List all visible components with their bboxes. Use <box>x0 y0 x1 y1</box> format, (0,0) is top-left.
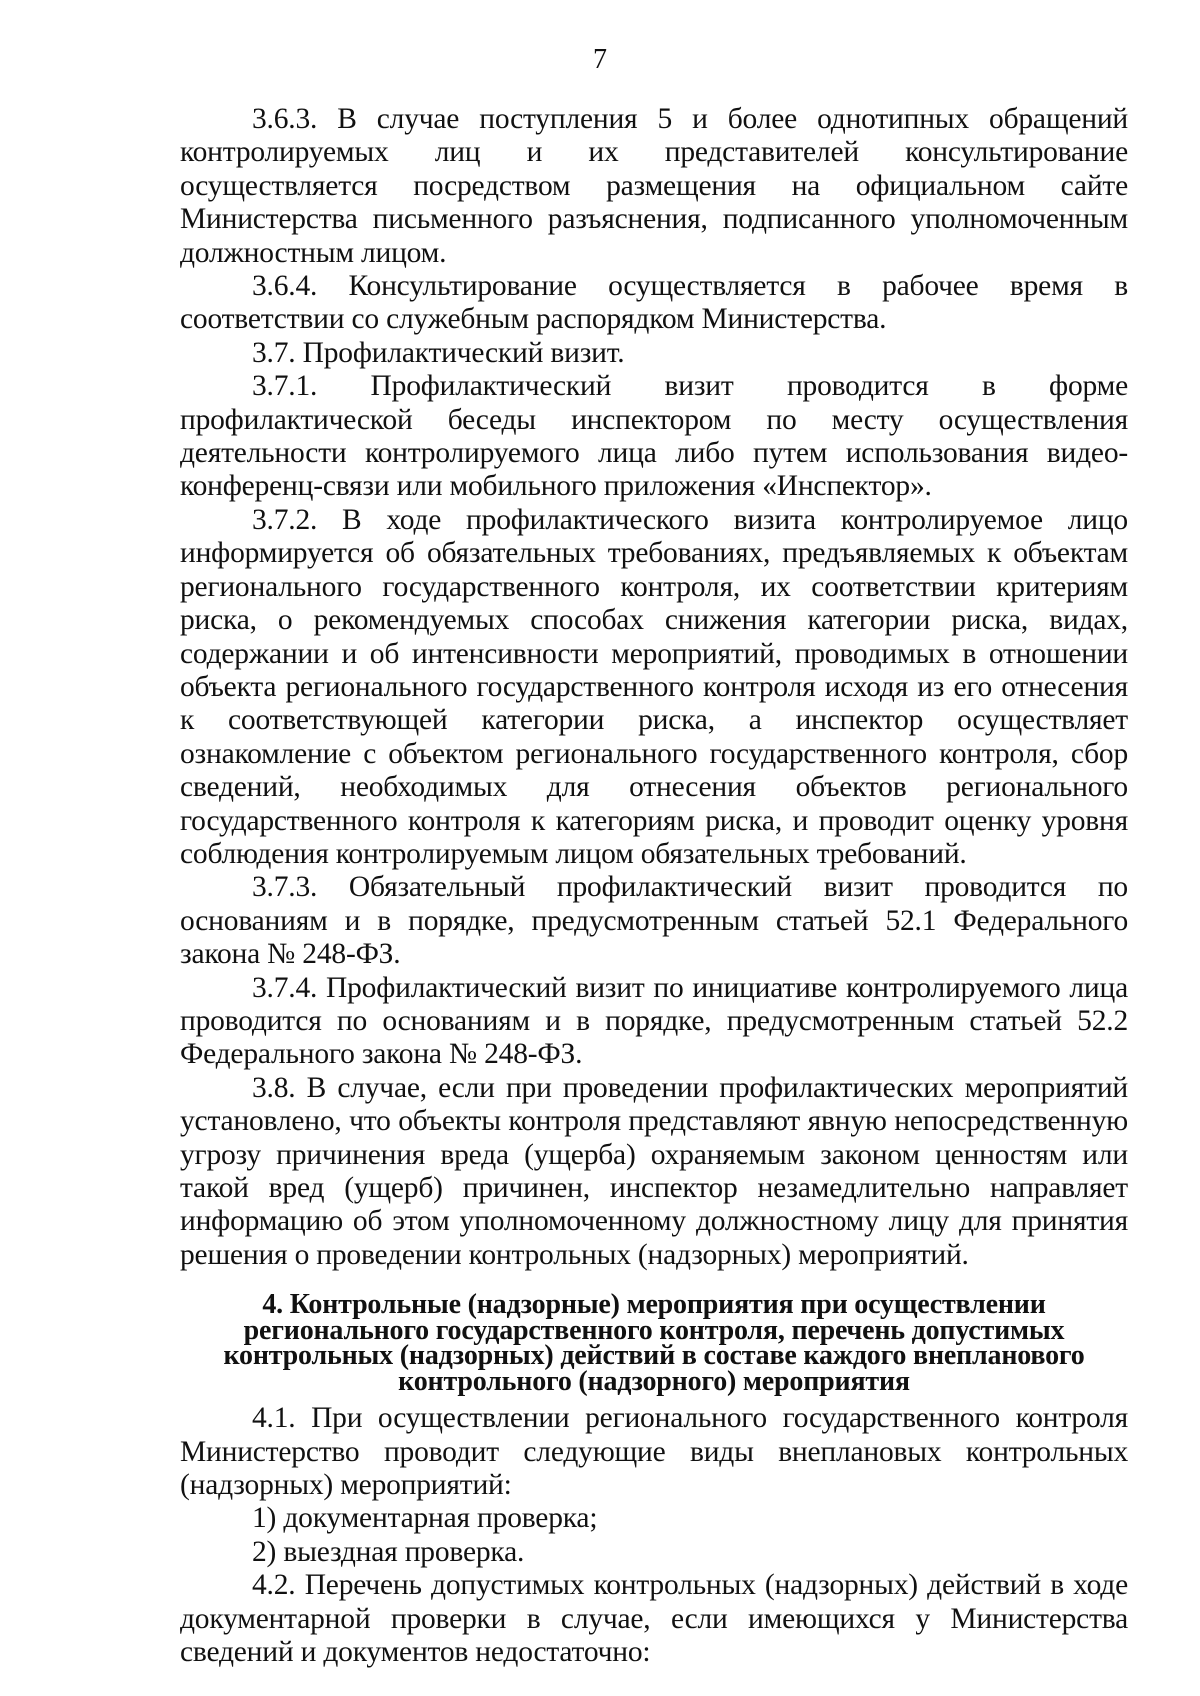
paragraph-3-7: 3.7. Профилактический визит. <box>252 336 625 369</box>
paragraph-3-7-3: 3.7.3. Обязательный профилактический визит проводится по основаниям и в порядке, предусмотренным статьей 52.1 Федерального закона № 248-ФЗ. <box>180 871 1128 971</box>
section-4-heading-line: 4. Контрольные (надзорные) мероприятия при осуществлении <box>262 1289 1046 1321</box>
list-item-documentary-check: 1) документарная проверка; <box>252 1502 598 1535</box>
paragraph-3-7-4: 3.7.4. Профилактический визит по инициативе контролируемого лица проводится по основаниям и в порядке, предусмотренным статьей 52.2 Федерального закона № 248-ФЗ. <box>180 971 1128 1071</box>
document-body <box>180 103 1128 1669</box>
section-4-heading-line: регионального государственного контроля, перечень допустимых <box>243 1314 1065 1346</box>
paragraph-3-7-2: 3.7.2. В ходе профилактического визита контролируемое лицо информируется об обязательных требованиях, предъявляемых к объектам регионального государственного контроля, их соответствии критериям риска, о рекомендуемых способах снижения категории риска, видах, содержании и об интенсивности мероприятий, проводимых в отношении объекта регионального государственного контроля исходя из его отнесения к соответствующей категории риска, а инспектор осуществляет ознакомление с объектом регионального государственного контроля, сбор сведений, необходимых для отнесения объектов регионального государственного контроля к категориям риска, и проводит оценку уровня соблюдения контролируемым лицом обязательных требований. <box>180 503 1128 870</box>
paragraph-4-1: 4.1. При осуществлении регионального государственного контроля Министерство проводит следующие виды внеплановых контрольных (надзорных) мероприятий: <box>180 1402 1128 1502</box>
paragraph-3-8: 3.8. В случае, если при проведении профилактических мероприятий установлено, что объекты контроля представляют явную непосредственную угрозу причинения вреда (ущерба) охраняемым законом ценностям или такой вред (ущерб) причинен, инспектор незамедлительно направляет информацию об этом уполномоченному должностному лицу для принятия решения о проведении контрольных (надзорных) мероприятий. <box>180 1071 1128 1271</box>
paragraph-3-6-4: 3.6.4. Консультирование осуществляется в рабочее время в соответствии со служебным распорядком Министерства. <box>180 270 1128 336</box>
section-4-heading-line: контрольного (надзорного) мероприятия <box>398 1365 910 1397</box>
paragraph-3-6-3: 3.6.3. В случае поступления 5 и более однотипных обращений контролируемых лиц и их представителей консультирование осуществляется посредством размещения на официальном сайте Министерства письменного разъяснения, подписанного уполномоченным должностным лицом. <box>180 103 1128 269</box>
page-number: 7 <box>593 44 607 75</box>
list-item-field-check: 2) выездная проверка. <box>252 1535 525 1568</box>
section-4-heading-line: контрольных (надзорных) действий в составе каждого внепланового <box>223 1340 1085 1372</box>
paragraph-3-7-1: 3.7.1. Профилактический визит проводится в форме профилактической беседы инспектором по месту осуществления деятельности контролируемого лица либо путем использования видео-конференц-связи или мобильного приложения «Инспектор». <box>180 370 1128 503</box>
paragraph-4-2: 4.2. Перечень допустимых контрольных (надзорных) действий в ходе документарной проверки в случае, если имеющихся у Министерства сведений и документов недостаточно: <box>180 1569 1128 1669</box>
section-4-heading <box>180 1289 1128 1397</box>
